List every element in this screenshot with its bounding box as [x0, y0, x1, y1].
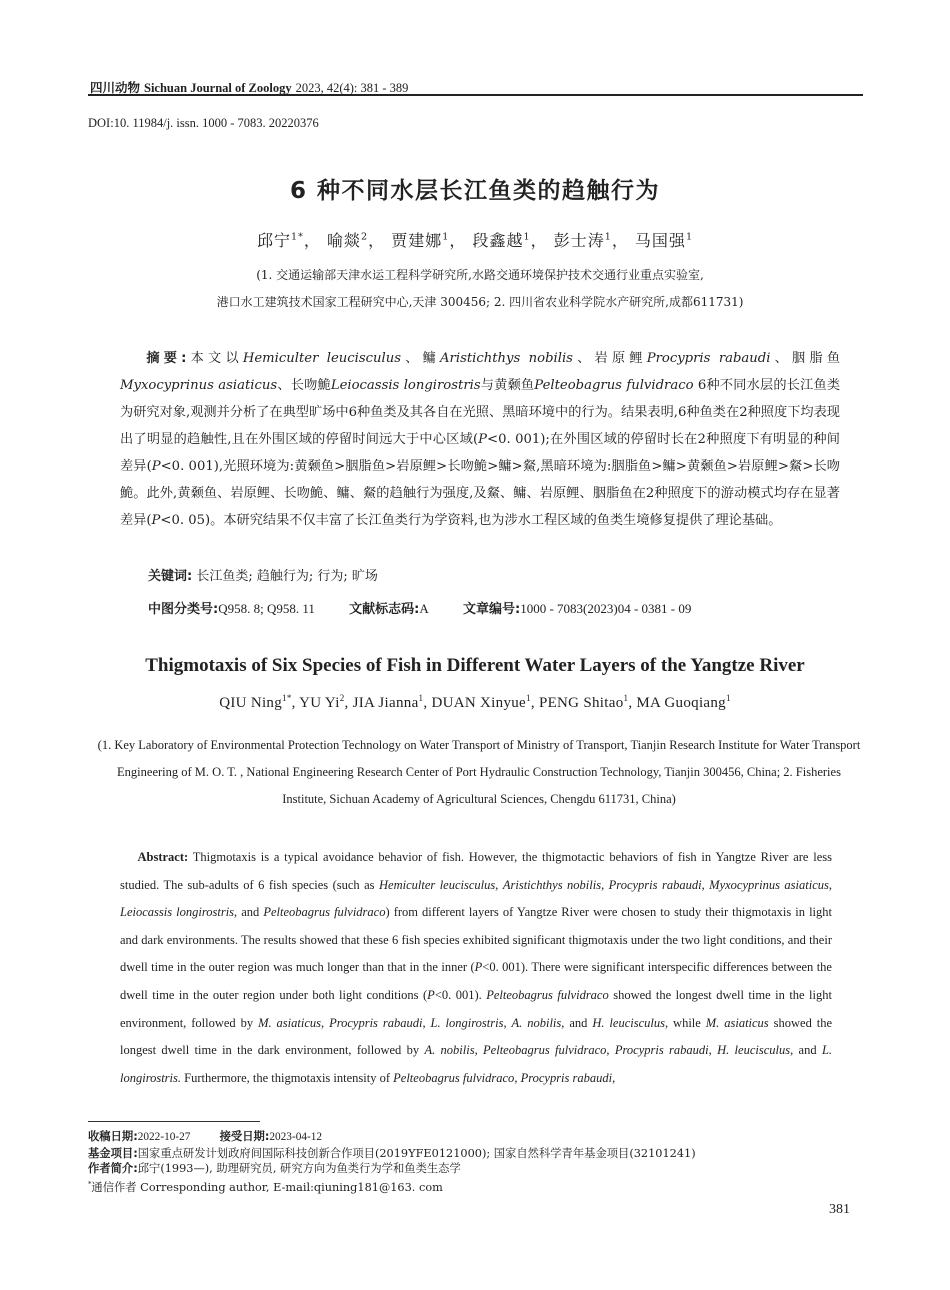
footnote-dates: [88, 1129, 696, 1146]
author: MA Guoqiang: [636, 695, 726, 711]
abstract-text: ,: [474, 1043, 484, 1058]
received-label: 收稿日期:: [88, 1130, 138, 1143]
species-name: A. nobilis: [511, 1015, 562, 1030]
author-affiliation-mark: 1: [526, 693, 531, 703]
chinese-keywords: [148, 565, 378, 584]
abstract-text: ,: [606, 1043, 615, 1058]
abstract-text: Furthermore, the thigmotaxis intensity of: [181, 1070, 394, 1085]
author: QIU Ning: [219, 695, 283, 711]
p-value-symbol: P: [427, 987, 435, 1002]
author-separator: ，: [449, 231, 467, 250]
author-separator: ,: [423, 695, 432, 711]
received-date: 2022-10-27: [137, 1131, 191, 1143]
author: 马国强: [634, 231, 686, 250]
corresponding-text: 通信作者 Corresponding author, E-mail:qiuning181@163. com: [91, 1180, 443, 1194]
footnote-corresponding: [88, 1177, 696, 1195]
species-name: Procypris rabaudi: [614, 1043, 709, 1058]
abstract-text: 本文以: [186, 351, 243, 366]
abstract-text: , and: [234, 905, 264, 920]
abstract-text: showed the longest dwell time in the light environment, followed by: [120, 987, 832, 1030]
author-separator: ,: [291, 695, 300, 711]
chinese-title: 6 种不同水层长江鱼类的趋触行为: [289, 178, 660, 204]
species-name: Pelteobagrus fulvidraco: [263, 905, 386, 920]
abstract-label: 摘要:: [146, 351, 187, 366]
author-affiliation-mark: 1*: [282, 693, 292, 703]
chinese-authors: [0, 228, 950, 251]
author-affiliation-mark: 1: [623, 693, 629, 703]
author: 段鑫越: [472, 231, 524, 250]
author: PENG Shitao: [538, 695, 624, 711]
classification-line: [148, 598, 691, 617]
author-affiliation-mark: 1: [685, 231, 694, 243]
chinese-affiliations: [120, 262, 840, 316]
species-name: L. longirostris.: [120, 1043, 833, 1085]
abstract-text: ,: [422, 1015, 431, 1030]
english-affiliations: (1. Key Laboratory of Environmental Protection Technology on Water Transport of Ministry of Transport, Tianjin Research Institute for Water Transport Engineering of M. O. T. , National Engineering Research Center of Port Hydraulic Construction Technology, Tianjin 300456, China; 2. Fisheries Institute, Sichuan Academy of Agricultural Sciences, Chengdu 611731, China): [97, 738, 861, 806]
author: DUAN Xinyue: [431, 695, 527, 711]
author: JIA Jianna: [352, 695, 419, 711]
citation: 2023, 42(4): 381 - 389: [295, 81, 409, 95]
abstract-text: showed the longest dwell time in the dark environment, followed by: [120, 1015, 833, 1058]
doc-code-value: A: [419, 601, 429, 616]
keywords-value: 长江鱼类; 趋触行为; 行为; 旷场: [196, 569, 378, 584]
species-name: M. asiaticus: [705, 1015, 769, 1030]
author: 喻燚: [326, 231, 361, 250]
abstract-text: ,: [514, 1070, 521, 1085]
author-bio-text: 邱宁(1993—), 助理研究员, 研究方向为鱼类行为学和鱼类生态学: [137, 1162, 461, 1175]
doi: DOI:10. 11984/j. issn. 1000 - 7083. 20220376: [88, 116, 319, 130]
abstract-text: ,: [503, 1015, 512, 1030]
author: 邱宁: [256, 231, 291, 250]
species-name: Myxocyprinus asiaticus: [120, 378, 278, 393]
article-no-label: 文章编号:: [463, 602, 521, 617]
footnotes: [88, 1129, 696, 1195]
author: 彭士涛: [553, 231, 605, 250]
author-affiliation-mark: 1*: [290, 231, 304, 243]
author-affiliation-mark: 1: [523, 231, 531, 243]
footnote-fund: [88, 1146, 696, 1162]
species-name: H. leucisculus: [717, 1043, 791, 1058]
author-separator: ，: [611, 231, 629, 250]
author-affiliation-mark: 2: [339, 693, 345, 703]
abstract-text: ,: [612, 1070, 616, 1085]
p-value-symbol: P: [474, 960, 483, 975]
p-value-symbol: P: [478, 432, 488, 447]
doc-code-label: 文献标志码:: [349, 602, 420, 617]
author-affiliation-mark: 1: [418, 693, 424, 703]
species-name: Procypris rabaudi: [608, 877, 702, 892]
p-value-symbol: P: [151, 513, 161, 528]
abstract-text: , and: [561, 1015, 593, 1030]
clc-value: Q958. 8; Q958. 11: [218, 601, 315, 616]
abstract-text: ,: [601, 877, 609, 892]
species-name: Leiocassis longirostris: [330, 378, 481, 393]
author-affiliation-mark: 1: [725, 693, 731, 703]
abstract-text: ,: [828, 877, 832, 892]
abstract-text: 、鳙: [401, 351, 441, 366]
page-number: 381: [829, 1202, 850, 1217]
abstract-text: ) from different layers of Yangtze River were chosen to study their thigmotaxis in light and dark environments. The results showed that these 6 fish species exhibited significant thigmotaxis under the two light conditions, and their dwell time in the outer region was much longer than that in the inner (: [120, 905, 832, 975]
abstract-text: , and: [790, 1043, 822, 1058]
p-value-symbol: P: [151, 459, 161, 474]
journal-name-en: Sichuan Journal of Zoology: [144, 81, 292, 95]
author: 贾建娜: [391, 231, 443, 250]
species-name: A. nobilis: [424, 1043, 475, 1058]
abstract-text: <0. 001). There were significant interspecific differences between the dwell time in the outer region under both light conditions (: [120, 960, 832, 1002]
species-name: Hemiculter leucisculus: [379, 877, 496, 892]
abstract-text: 、长吻鮠: [277, 378, 331, 393]
affiliation-line: (1. 交通运输部天津水运工程科学研究所,水路交通环境保护技术交通行业重点实验室,: [256, 268, 704, 282]
abstract-label: Abstract:: [137, 850, 189, 864]
author-bio-label: 作者简介:: [88, 1162, 138, 1175]
author-separator: ，: [368, 231, 386, 250]
species-name: Hemiculter leucisculus: [242, 351, 402, 366]
author-affiliation-mark: 2: [361, 231, 369, 243]
abstract-text: Thigmotaxis is a typical avoidance behavior of fish. However, the thigmotactic behaviors of fish in Yangtze River are less studied. The sub-adults of 6 fish species (such as: [120, 850, 832, 892]
footnote-author: [88, 1161, 696, 1177]
author-separator: ，: [530, 231, 548, 250]
keywords-label: 关键词:: [148, 569, 193, 584]
abstract-text: <0. 001);在外围区域的停留时长在2种照度下有明显的种间差异(: [120, 432, 840, 474]
abstract-text: 与黄颡鱼: [480, 378, 535, 393]
species-name: Pelteobagrus fulvidraco: [486, 987, 609, 1002]
species-name: Pelteobagrus fulvidraco: [393, 1070, 515, 1085]
species-name: Leiocassis longirostris: [120, 905, 235, 920]
author-separator: ，: [303, 231, 321, 250]
abstract-text: 、胭脂鱼: [770, 351, 841, 366]
article-no-value: 1000 - 7083(2023)04 - 0381 - 09: [520, 601, 692, 616]
author-separator: ,: [628, 695, 637, 711]
abstract-text: ,: [708, 1043, 718, 1058]
abstract-text: <0. 001),光照环境为:黄颡鱼>胭脂鱼>岩原鲤>长吻鮠>鳙>䱗,黑暗环境为:胭脂鱼>鳙>黄颡鱼>岩原鲤>䱗>长吻鮠。此外,黄颡鱼、岩原鲤、长吻鮠、鳙、䱗的趋触行为强度,及䱗、鳙、岩原鲤、胭脂鱼在2种照度下的游动模式均存在显著差异(: [120, 459, 840, 528]
species-name: Aristichthys nobilis: [502, 877, 602, 892]
affiliation-line: 港口水工建筑技术国家工程研究中心,天津 300456; 2. 四川省农业科学院水产研究所,成都611731): [216, 295, 744, 309]
author-affiliation-mark: 1: [442, 231, 450, 243]
abstract-text: 、岩原鲤: [572, 351, 647, 366]
species-name: Myxocyprinus asiaticus: [709, 877, 829, 892]
species-name: Procypris rabaudi: [646, 351, 771, 366]
corresponding-marker: *: [88, 1179, 92, 1188]
abstract-text: 6种不同水层的长江鱼类为研究对象,观测并分析了在典型旷场中6种鱼类及其各自在光照、黑暗环境中的行为。结果表明,6种鱼类在2种照度下均表现出了明显的趋触性,且在外围区域的停留时间远大于中心区域(: [120, 378, 841, 447]
author-affiliation-mark: 1: [604, 231, 612, 243]
english-authors: [0, 693, 950, 712]
footnote-rule: [88, 1121, 260, 1122]
abstract-text: ,: [321, 1015, 330, 1030]
species-name: M. asiaticus: [258, 1015, 321, 1030]
english-title: Thigmotaxis of Six Species of Fish in Different Water Layers of the Yangtze River: [145, 655, 805, 676]
author-separator: ,: [530, 695, 539, 711]
fund-label: 基金项目:: [88, 1146, 138, 1160]
header-rule: [88, 94, 863, 96]
abstract-text: , while: [664, 1015, 706, 1030]
species-name: Procypris rabaudi: [329, 1015, 423, 1030]
chinese-abstract: [120, 345, 840, 534]
species-name: Pelteobagrus fulvidraco: [534, 378, 694, 393]
accepted-label: 接受日期:: [219, 1130, 270, 1143]
abstract-text: <0. 05)。本研究结果不仅丰富了长江鱼类行为学资料,也为涉水工程区域的鱼类生境修复提供了理论基础。: [160, 513, 782, 528]
author-separator: ,: [344, 695, 353, 711]
species-name: Pelteobagrus fulvidraco: [483, 1043, 607, 1058]
species-name: H. leucisculus: [592, 1015, 665, 1030]
species-name: Procypris rabaudi: [520, 1070, 613, 1085]
clc-label: 中图分类号:: [148, 602, 219, 617]
abstract-text: ,: [495, 877, 503, 892]
abstract-text: <0. 001).: [434, 987, 487, 1002]
author: YU Yi: [299, 695, 340, 711]
journal-name-cn: 四川动物: [90, 80, 141, 95]
species-name: Aristichthys nobilis: [440, 351, 573, 366]
english-abstract: [120, 844, 832, 1092]
accepted-date: 2023-04-12: [269, 1131, 323, 1143]
abstract-text: ,: [701, 877, 710, 892]
fund-text: 国家重点研发计划政府间国际科技创新合作项目(2019YFE0121000); 国家自然科学青年基金项目(32101241): [137, 1146, 696, 1160]
species-name: L. longirostris: [430, 1015, 504, 1030]
